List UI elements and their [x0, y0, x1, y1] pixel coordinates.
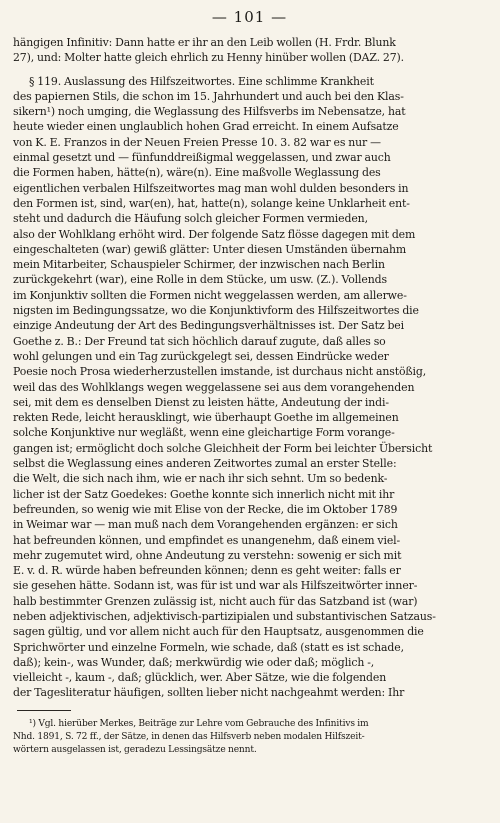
text-line: neben adjektivischen, adjektivisch-partizipialen und substantivischen Satzaus- [13, 609, 436, 623]
footnote [13, 718, 486, 757]
text-line: des papiernen Stils, die schon im 15. Jahrhundert und auch bei den Klas- [13, 89, 404, 103]
text-line: hängigen Infinitiv: Dann hatte er ihr an den Leib wollen (H. Frdr. Blunk [13, 36, 396, 49]
text-line: Goethe z. B.: Der Freund tat sich höchlich darauf zugute, daß alles so [13, 334, 386, 348]
text-line: heute wieder einen unglaublich hohen Grad erreicht. In einem Aufsatze [13, 120, 399, 134]
page-number: — 101 — [211, 8, 288, 26]
text-line: also der Wohlklang erhöht wird. Der folgende Satz flösse dagegen mit dem [13, 227, 416, 241]
text-line: der Tagesliteratur häufigen, sollten lieber nicht nachgeahmt werden: Ihr [13, 686, 405, 700]
text-line: Sprichwörter und einzelne Formeln, wie schade, daß (statt es ist schade, [13, 640, 404, 654]
text-line: einmal gesetzt und — fünfunddreißigmal weggelassen, und zwar auch [13, 151, 391, 165]
text-line: gangen ist; ermöglicht doch solche Gleichheit der Form bei leichter Übersicht [13, 441, 433, 455]
text-line: vielleicht -, kaum -, daß; glücklich, wer. Aber Sätze, wie die folgenden [13, 671, 387, 685]
text-line: in Weimar war — man muß nach dem Vorangehenden ergänzen: er sich [13, 518, 398, 532]
text-line: hat befreunden können, und empfindet es unangenehm, daß einem viel- [13, 533, 401, 547]
section-119 [13, 74, 486, 701]
paragraph-gap [13, 66, 486, 74]
text-line: wohl gelungen und ein Tag zurückgelegt sei, dessen Eindrücke weder [13, 349, 389, 363]
text-line: nigsten im Bedingungssatze, wo die Konjunktivform des Hilfszeitwortes die [13, 304, 419, 318]
paragraph-intro [13, 35, 486, 66]
text-line: sagen gültig, und vor allem nicht auch für den Hauptsatz, ausgenommen die [13, 625, 424, 639]
text-line: selbst die Weglassung eines anderen Zeitwortes zumal an erster Stelle: [13, 457, 397, 471]
text-line: weil das des Wohlklangs wegen weggelassene sei aus dem vorangehenden [13, 380, 415, 394]
text-line: befreunden, so wenig wie mit Elise von der Recke, die im Oktober 1789 [13, 502, 398, 516]
text-line: halb bestimmter Grenzen zulässig ist, nicht auch für das Satzband ist (war) [13, 594, 418, 608]
text-line: sikern¹) noch umging, die Weglassung des Hilfsverbs im Nebensatze, hat [13, 105, 406, 119]
text-line: sie gesehen hätte. Sodann ist, was für ist und war als Hilfszeitwörter inner- [13, 579, 418, 593]
text-line: 27), und: Molter hatte gleich ehrlich zu Henny hinüber wollen (DAZ. 27). [13, 51, 405, 65]
section-heading-line: § 119. Auslassung des Hilfszeitwortes. Eine schlimme Krankheit [29, 74, 374, 88]
text-line: im Konjunktiv sollten die Formen nicht weggelassen werden, am allerwe- [13, 288, 407, 302]
text-line: eigentlichen verbalen Hilfszeitwortes mag man wohl dulden besonders in [13, 181, 409, 195]
text-line: mein Mitarbeiter, Schauspieler Schirmer, der inzwischen nach Berlin [13, 258, 385, 272]
text-line: sei, mit dem es denselben Dienst zu leisten hätte, Andeutung der indi- [13, 395, 389, 409]
text-line: zurückgekehrt (war), eine Rolle in dem Stücke, um usw. (Z.). Vollends [13, 273, 387, 287]
text-line: den Formen ist, sind, war(en), hat, hatte(n), solange keine Unklarheit ent- [13, 196, 410, 210]
text-line: die Formen haben, hätte(n), wäre(n). Eine maßvolle Weglassung des [13, 166, 381, 180]
text-line: die Welt, die sich nach ihm, wie er nach ihr sich sehnt. Um so bedenk- [13, 472, 388, 486]
text-line: solche Konjunktive nur wegläßt, wenn eine gleichartige Form vorange- [13, 426, 395, 440]
text-line: mehr zugemutet wird, ohne Andeutung zu verstehn: sowenig er sich mit [13, 548, 402, 562]
text-line: steht und dadurch die Häufung solch gleicher Formen vermieden, [13, 212, 368, 226]
text-line: von K. E. Franzos in der Neuen Freien Presse 10. 3. 82 war es nur — [13, 135, 381, 149]
text-line: Poesie noch Prosa wiederherzustellen imstande, ist durchaus nicht anstößig, [13, 365, 427, 379]
footnote-line: wörtern ausgelassen ist, geradezu Lessingsätze nennt. [13, 744, 257, 755]
text-line: eingeschalteten (war) gewiß glätter: Unter diesen Umständen übernahm [13, 242, 407, 256]
text-line: einzige Andeutung der Art des Bedingungsverhältnisses ist. Der Satz bei [13, 319, 404, 333]
text-line: E. v. d. R. würde haben befreunden können; denn es geht weiter: falls er [13, 564, 401, 578]
text-line: rekten Rede, leicht herausklingt, wie überhaupt Goethe im allgemeinen [13, 411, 399, 425]
footnote-divider [17, 710, 71, 711]
footnote-line: ¹) Vgl. hierüber Merkes, Beiträge zur Lehre vom Gebrauche des Infinitivs im [29, 718, 369, 729]
text-line: daß); kein-, was Wunder, daß; merkwürdig wie oder daß; möglich -, [13, 655, 375, 669]
footnote-line: Nhd. 1891, S. 72 ff., der Sätze, in denen das Hilfsverb neben modalen Hilfszeit- [13, 731, 365, 742]
text-line: licher ist der Satz Goedekes: Goethe konnte sich innerlich nicht mit ihr [13, 487, 395, 501]
